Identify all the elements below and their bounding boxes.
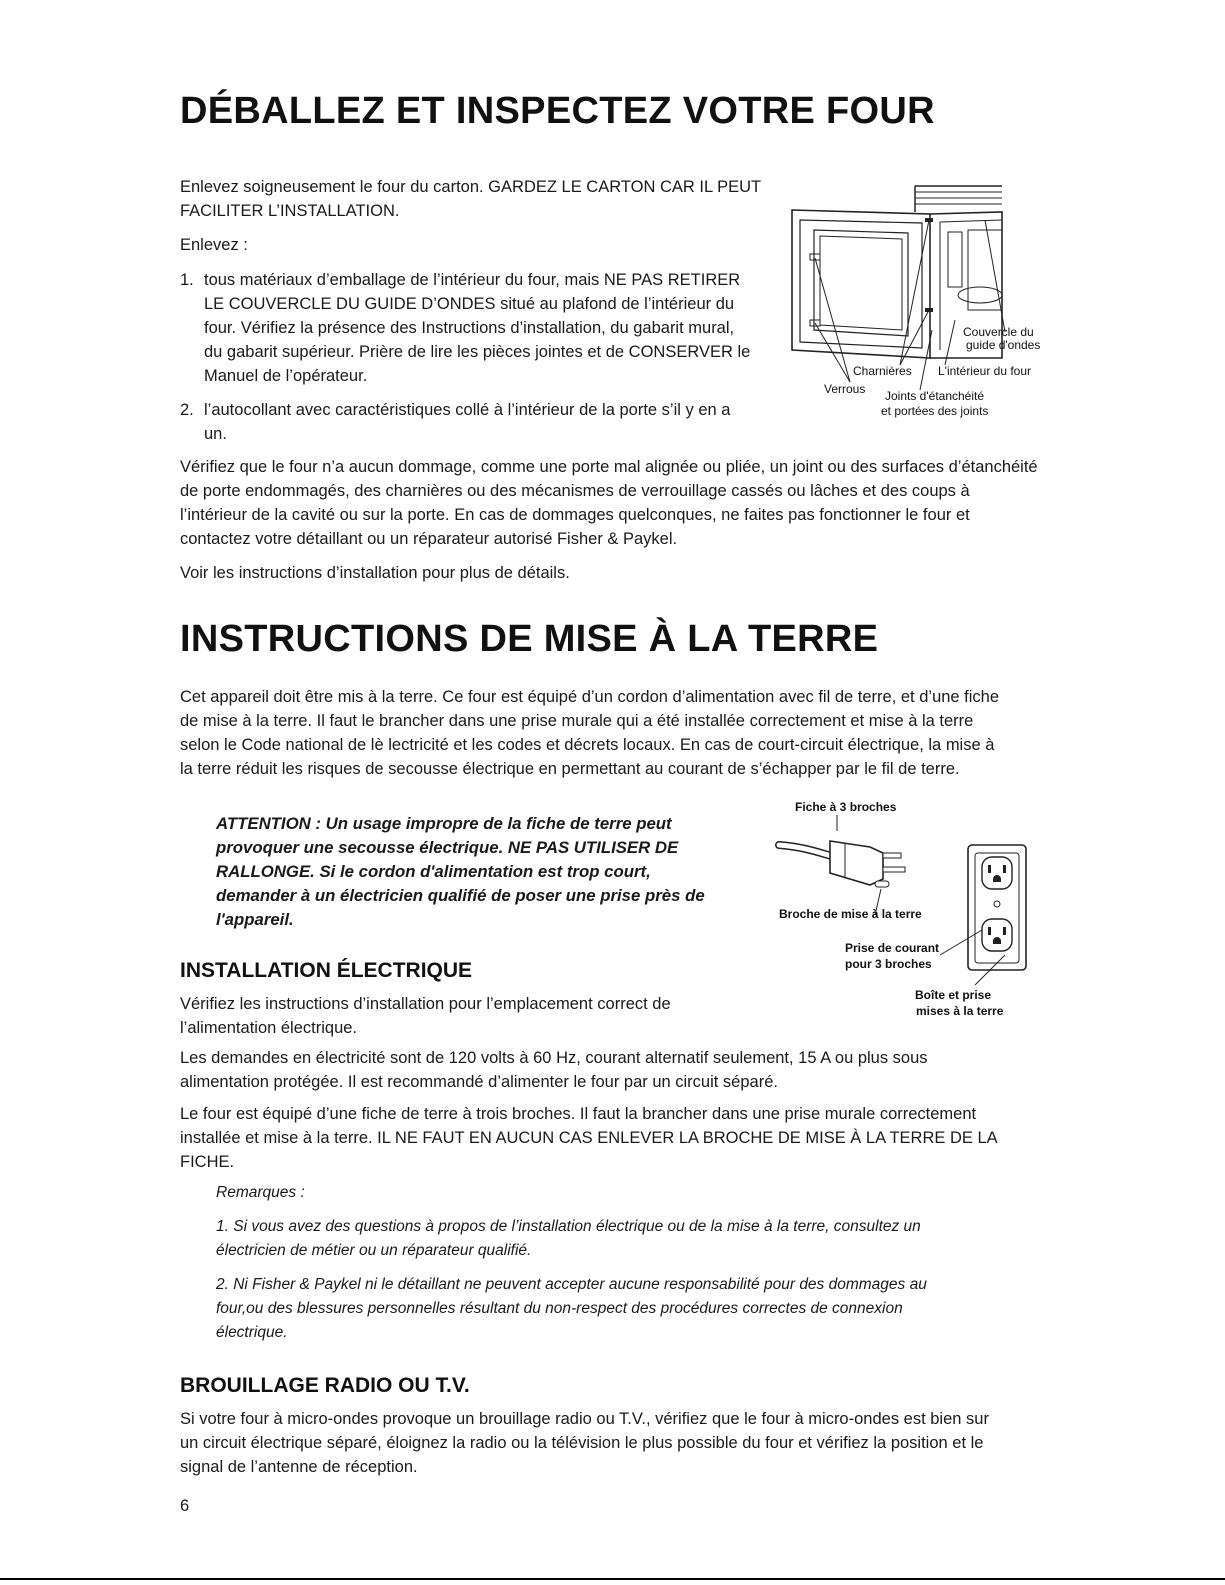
hinges-label: Charnières [853, 364, 912, 378]
plug-outlet-figure [775, 795, 1045, 1025]
list-number: 1. [180, 271, 194, 289]
electrical-p1: Vérifiez les instructions d’installation pour l’emplacement correct de l’alimentation électrique. [180, 995, 671, 1037]
box-label-2: mises à la terre [916, 1004, 1004, 1018]
list-text: l’autocollant avec caractéristiques collé à l’intérieur de la porte s’il y en a un. [204, 401, 731, 443]
remove-label: Enlevez : [180, 236, 248, 254]
list-item [180, 268, 755, 388]
grounding-warning: ATTENTION : Un usage impropre de la fiche de terre peut provoquer une secousse électrique. NE PAS UTILISER DE RALLONGE. Si le cordon d'alimentation est trop court, demander à un électricien qualifié de poser une prise près de l'appareil. [216, 814, 705, 929]
latches-label: Verrous [824, 382, 866, 396]
page-bottom-rule [0, 1578, 1225, 1580]
section-title-unpack: DÉBALLEZ ET INSPECTEZ VOTRE FOUR [180, 90, 935, 132]
section-title-grounding: INSTRUCTIONS DE MISE À LA TERRE [180, 618, 879, 660]
interior-label: L'intérieur du four [938, 364, 1032, 378]
microwave-figure [780, 180, 1050, 425]
grounding-body: Cet appareil doit être mis à la terre. Ce four est équipé d’un cordon d’alimentation avec fil de terre, et d’une fiche de mise à la terre. Il faut le brancher dans une prise murale qui a été installée correctement et mise à la terre selon le Code national de lè lectricité et les codes et décrets locaux. En cas de court-circuit électrique, la mise à la terre réduit les risques de secousse électrique en permettant au courant de s’échapper par le fil de terre. [180, 688, 1000, 778]
plug-label: Fiche à 3 broches [795, 800, 897, 814]
note-1: 1. Si vous avez des questions à propos de l’installation électrique ou de la mise à la terre, consultez un électricien de métier ou un réparateur qualifié. [216, 1218, 921, 1259]
see-more-text: Voir les instructions d’installation pour plus de détails. [180, 564, 570, 582]
page-number: 6 [180, 1497, 190, 1515]
seals-label-2: et portées des joints [881, 404, 989, 418]
cover-label-1: Couvercle du [963, 325, 1034, 339]
cover-label-2: guide d'ondes [966, 338, 1041, 352]
outlet-label-1: Prise de courant [845, 941, 940, 955]
box-label-1: Boîte et prise [915, 988, 992, 1002]
seals-label-1: Joints d'étanchéité [885, 389, 985, 403]
list-number: 2. [180, 401, 194, 419]
list-item [180, 398, 755, 446]
section-title-electrical: INSTALLATION ÉLECTRIQUE [180, 959, 473, 982]
electrical-p3: Le four est équipé d’une fiche de terre à trois broches. Il faut la brancher dans une prise murale correctement installée et mise à la terre. IL NE FAUT EN AUCUN CAS ENLEVER LA BROCHE DE MISE À LA TERRE DE LA FICHE. [180, 1105, 997, 1171]
unpack-intro: Enlevez soigneusement le four du carton. GARDEZ LE CARTON CAR IL PEUT FACILITER L’INSTALLATION. [180, 178, 761, 220]
interference-body: Si votre four à micro-ondes provoque un brouillage radio ou T.V., vérifiez que le four à micro-ondes est bien sur un circuit électrique séparé, éloignez la radio ou la télévision le plus possible du four et vérifiez la position et le signal de l’antenne de réception. [180, 1410, 989, 1476]
section-title-interference: BROUILLAGE RADIO OU T.V. [180, 1374, 470, 1397]
list-text: tous matériaux d’emballage de l’intérieur du four, mais NE PAS RETIRER LE COUVERCLE DU GUIDE D’ONDES situé au plafond de l’intérieur du four. Vérifiez la présence des Instructions d’installation, du gabarit mural, du gabarit supérieur. Prière de lire les pièces jointes et de CONSERVER le Manuel de l’opérateur. [204, 271, 751, 385]
note-2: 2. Ni Fisher & Paykel ni le détaillant ne peuvent accepter aucune responsabilité pour des dommages au four,ou des blessures personnelles résultant du non-respect des procédures correctes de connexion électrique. [216, 1276, 927, 1341]
outlet-label-2: pour 3 broches [845, 957, 932, 971]
ground-pin-label: Broche de mise à la terre [779, 907, 922, 921]
damage-check-text: Vérifiez que le four n’a aucun dommage, comme une porte mal alignée ou pliée, un joint ou des surfaces d’étanchéité de porte endommagés, des charnières ou des mécanismes de verrouillage cassés ou lâches et des coups à l’intérieur de la cavité ou sur la porte. En cas de dommages quelconques, ne faites pas fonctionner le four et contactez votre détaillant ou un réparateur autorisé Fisher & Paykel. [180, 458, 1038, 548]
notes-label: Remarques : [216, 1184, 305, 1201]
electrical-p2: Les demandes en électricité sont de 120 volts à 60 Hz, courant alternatif seulement, 15 A ou plus sous alimentation protégée. Il est recommandé d’alimenter le four par un circuit séparé. [180, 1049, 928, 1091]
